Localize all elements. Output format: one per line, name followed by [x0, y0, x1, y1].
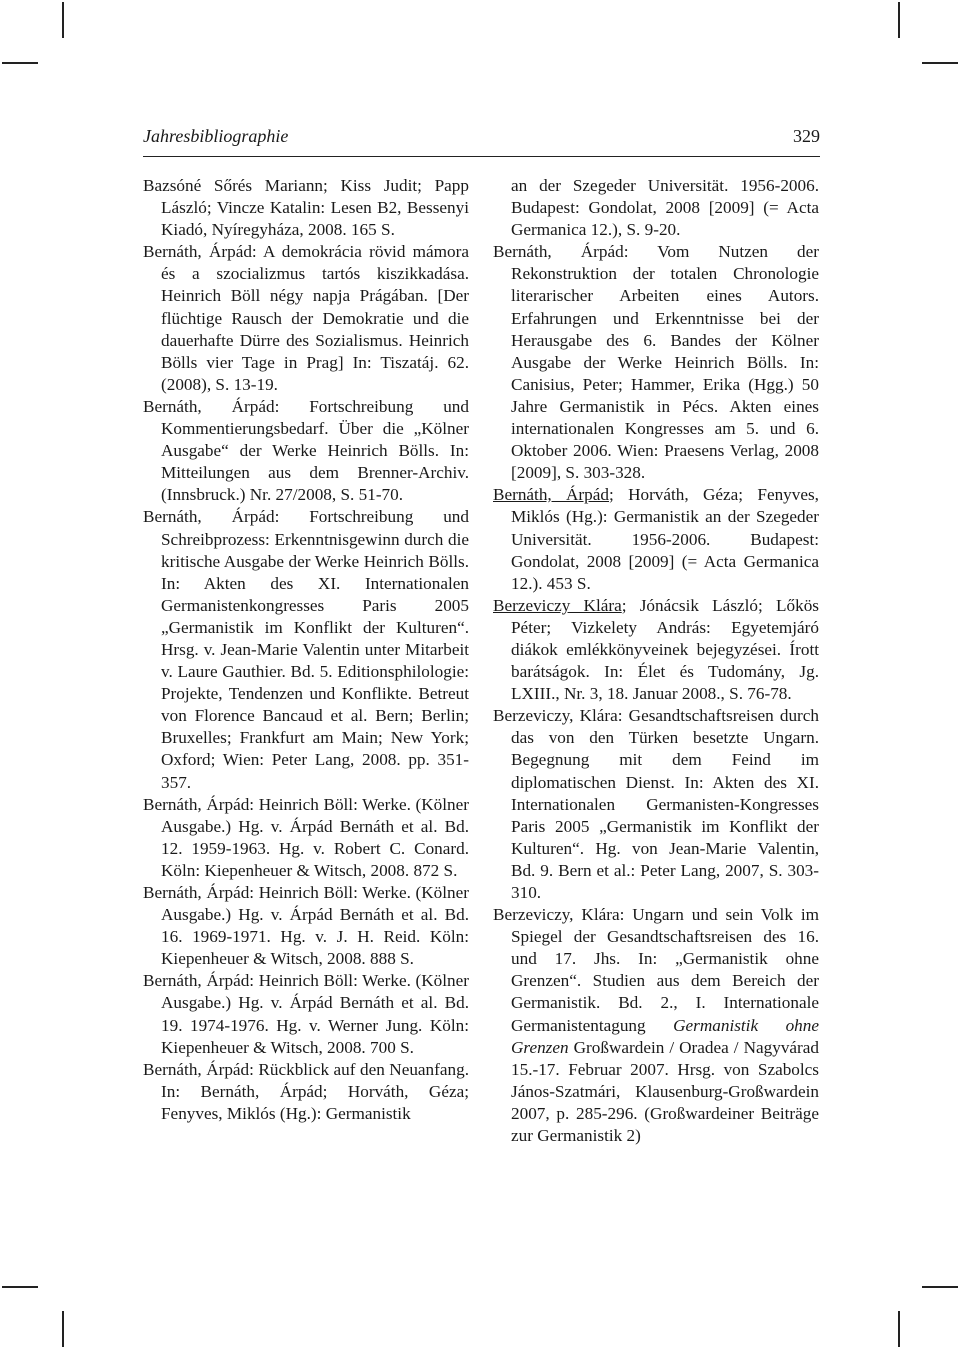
- bibliography-entry: Bernáth, Árpád: Heinrich Böll: Werke. (Kölner Ausgabe.) Hg. v. Árpád Bernáth et al. Bd. 16. 1969-1971. Hg. v. J. H. Reid. Köln: Kiepenheuer & Witsch, 2008. 888 S.: [143, 883, 469, 969]
- entry-continuation: an der Szegeder Universität. 1956-2006. Budapest: Gondolat, 2008 [2009] (= Acta Germanica 12.), S. 9-20.: [511, 176, 819, 240]
- bibliography-entry: Bernáth, Árpád: Heinrich Böll: Werke. (Kölner Ausgabe.) Hg. v. Árpád Bernáth et al. Bd. 19. 1974-1976. Hg. v. Werner Jung. Köln: Kiepenheuer & Witsch, 2008. 700 S.: [143, 971, 469, 1057]
- left-column: [143, 175, 469, 1125]
- bibliography-entry: [493, 904, 819, 1147]
- bibliography-entry: Berzeviczy, Klára: Gesandtschaftsreisen durch das von den Türken besetzte Ungarn. Begegnung mit dem Feind im diplomatischen Dienst. In: Akten des XI. Internationalen Germanisten-Kongresses Paris 2005 „Germanistik im Konflikt der Kulturen“. Hg. von Jean-Marie Valentin, Bd. 9. Bern et al.: Peter Lang, 2007, S. 303-310.: [493, 706, 819, 902]
- crop-mark: [898, 1311, 900, 1347]
- entry-text: Großwardein / Oradea / Nagyvárad 15.-17. Februar 2007. Hrsg. von Szabolcs János-Szatmári, Klausenburg-Großwardein 2007, p. 285-296. (Großwardeiner Beiträge zur Germanistik 2): [511, 1037, 819, 1146]
- entry-text: ; Jónácsik László; Lőkös Péter; Vizkelety András: Egyetemjáró diákok emlékkönyveinek bejegyzései. Írott barátságok. In: Élet és Tudomány, Jg. LXIII., Nr. 3, 18. Januar 2008., S. 76-78.: [511, 595, 819, 704]
- crop-mark: [62, 2, 64, 38]
- bibliography-entry: Bernáth, Árpád: Rückblick auf den Neuanfang. In: Bernáth, Árpád; Horváth, Géza; Fenyves, Miklós (Hg.): Germanistik: [143, 1059, 469, 1123]
- bibliography-entry: Bernáth, Árpád: A demokrácia rövid mámora és a szocializmus tartós kiszikkadása. Heinrich Böll négy napja Prágában. [Der flüchtige Rausch der Demokratie und die dauerhafte Dürre des Sozialismus. Heinrich Bölls vier Tage in Prag] In: Tiszatáj. 62. (2008), S. 13-19.: [143, 242, 469, 394]
- bibliography-entry: [493, 595, 819, 705]
- entry-author-underlined: Berzeviczy Klára: [493, 595, 622, 615]
- bibliography-entry: [493, 484, 819, 594]
- crop-mark: [2, 1286, 38, 1288]
- bibliography-entry: Bernáth, Árpád: Fortschreibung und Schreibprozess: Erkenntnisgewinn durch die kritische Ausgabe der Werke Heinrich Bölls. In: Akten des XI. Internationalen Germanistenkongresses Paris 2005 „Germanistik im Konflikt der Kulturen“. Hrsg. v. Jean-Marie Valentin unter Mitarbeit v. Laure Gauthier. Bd. 5. Editionsphilologie: Projekte, Tendenzen und Konflikte. Betreut von Florence Bancaud et al. Bern; Berlin; Bruxelles; Frankfurt am Main; New York; Oxford; Wien: Peter Lang, 2008. pp. 351-357.: [143, 507, 469, 792]
- entry-author-underlined: Bernáth, Árpád: [493, 485, 609, 505]
- bibliography-entry: Bernáth, Árpád: Heinrich Böll: Werke. (Kölner Ausgabe.) Hg. v. Árpád Bernáth et al. Bd. 12. 1959-1963. Hg. v. Robert C. Conard. Köln: Kiepenheuer & Witsch, 2008. 872 S.: [143, 794, 469, 880]
- crop-mark: [62, 1311, 64, 1347]
- crop-mark: [922, 62, 958, 64]
- entry-text: Berzeviczy, Klára: Ungarn und sein Volk im Spiegel der Gesandtschaftsreisen des 16. und 17. Jhs. In: „Germanistik ohne Grenzen“. Studien aus dem Bereich der Germanistik. Bd. 2., I. Internationale Germanistentagung: [493, 905, 819, 1035]
- bibliography-entry: Bernáth, Árpád: Fortschreibung und Kommentierungsbedarf. Über die „Kölner Ausgabe“ der Werke Heinrich Bölls. In: Mitteilungen aus dem Brenner-Archiv. (Innsbruck.) Nr. 27/2008, S. 51-70.: [143, 396, 469, 505]
- entry-text: ; Horváth, Géza; Fenyves, Miklós (Hg.): Germanistik an der Szegeder Universität. 1956-2006. Budapest: Gondolat, 2008 [2009] (= Acta Germanica 12.). 453 S.: [511, 485, 819, 593]
- header-rule: [143, 156, 820, 157]
- running-header: [143, 126, 820, 152]
- header-title: Jahresbibliographie: [143, 126, 289, 146]
- crop-mark: [898, 2, 900, 38]
- right-column: [493, 175, 819, 1147]
- bibliography-entry: Bazsóné Sőrés Mariann; Kiss Judit; Papp László; Vincze Katalin: Lesen B2, Bessenyi Kiadó, Nyíregyháza, 2008. 165 S.: [143, 176, 469, 240]
- crop-mark: [2, 62, 38, 64]
- bibliography-entry: Bernáth, Árpád: Vom Nutzen der Rekonstruktion der totalen Chronologie literarischer Arbeiten eines Autors. Erfahrungen und Erkenntnisse bei der Herausgabe des 6. Bandes der Kölner Ausgabe der Werke Heinrich Bölls. In: Canisius, Peter; Hammer, Erika (Hgg.) 50 Jahre Germanistik in Pécs. Akten eines internationalen Kongresses am 5. und 6. Oktober 2006. Wien: Praesens Verlag, 2008 [2009], S. 303-328.: [493, 242, 819, 483]
- page-number: 329: [793, 126, 820, 146]
- entry-italic-title: Germanistik ohne Grenzen: [511, 1015, 819, 1057]
- crop-mark: [922, 1286, 958, 1288]
